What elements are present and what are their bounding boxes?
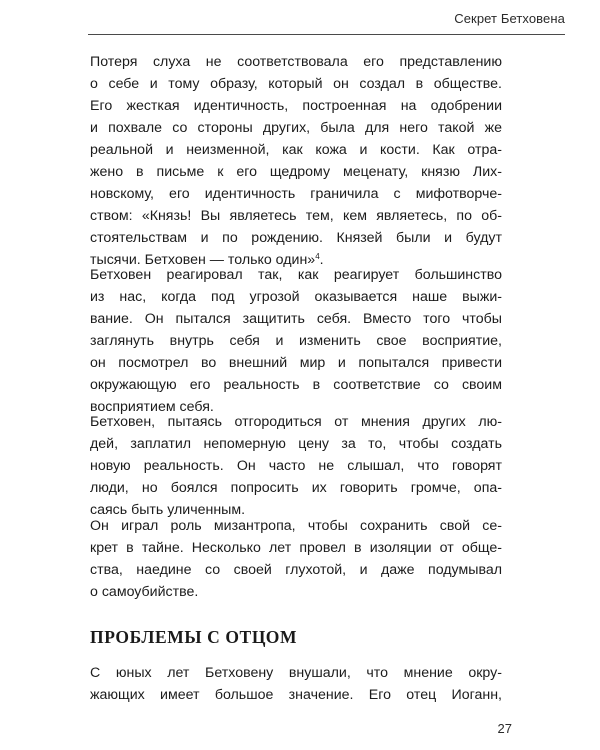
text-line: окружающую его реальность в соответствие со своим bbox=[90, 377, 502, 393]
text-line: Бетховен, пытаясь отгородиться от мнения других лю- bbox=[90, 414, 502, 430]
text-line: С юных лет Бетховену внушали, что мнение окру- bbox=[90, 665, 502, 681]
text-line: и похвале со стороны других, была для него такой же bbox=[90, 120, 502, 136]
text-line: он посмотрел во внешний мир и попытался привести bbox=[90, 355, 502, 371]
paragraph-3 bbox=[90, 411, 502, 521]
text-line: жающих имеет большое значение. Его отец Иоганн, bbox=[90, 687, 502, 703]
text-line: Его жесткая идентичность, построенная на одобрении bbox=[90, 98, 502, 114]
section-paragraph bbox=[90, 662, 502, 706]
text-line: тысячи. Бетховен — только один» bbox=[90, 252, 316, 268]
text-line: из нас, когда под угрозой оказывается наше выжи- bbox=[90, 289, 502, 305]
paragraph-2 bbox=[90, 264, 502, 418]
text-line: люди, но боялся попросить их говорить громче, опа- bbox=[90, 480, 502, 496]
page-number: 27 bbox=[497, 721, 512, 736]
text-line: вание. Он пытался защитить себя. Вместо того чтобы bbox=[90, 311, 502, 327]
paragraph-4 bbox=[90, 515, 502, 603]
text-line-with-footnote: тысячи. Бетховен — только один»$^4$. bbox=[90, 252, 324, 268]
text-line: Бетховен реагировал так, как реагирует большинство bbox=[90, 267, 502, 283]
paragraph-1 bbox=[90, 51, 502, 271]
text-line: ством: «Князь! Вы являетесь тем, кем являетесь, по об- bbox=[90, 208, 502, 224]
text-line: новую реальность. Он часто не слышал, что говорят bbox=[90, 458, 502, 474]
text-line: новскому, его идентичность граничила с мифотворче- bbox=[90, 186, 502, 202]
text-line: саясь быть уличенным. bbox=[90, 502, 246, 518]
text-line: восприятием себя. bbox=[90, 399, 214, 415]
footnote-marker: 4 bbox=[315, 252, 320, 261]
text-line: реальной и неизменной, как кожа и кости. Как отра- bbox=[90, 142, 502, 158]
text-line: Он играл роль мизантропа, чтобы сохранить свой се- bbox=[90, 518, 502, 534]
running-head-title: Секрет Бетховена bbox=[454, 11, 565, 26]
text-line: жено в письме к его щедрому меценату, князю Лих- bbox=[90, 164, 502, 180]
text-line: стоятельствам и по рождению. Князей были и будут bbox=[90, 230, 502, 246]
text-line: заглянуть внутрь себя и изменить свое восприятие, bbox=[90, 333, 502, 349]
text-line: о себе и тому образу, который он создал в обществе. bbox=[90, 76, 502, 92]
section-heading: ПРОБЛЕМЫ С ОТЦОМ bbox=[90, 627, 298, 647]
text-line: крет в тайне. Несколько лет провел в изоляции от обще- bbox=[90, 540, 502, 556]
text-line: ства, наедине со своей глухотой, и даже подумывал bbox=[90, 562, 502, 578]
text-line: о самоубийстве. bbox=[90, 584, 199, 600]
running-head bbox=[88, 0, 565, 35]
text-line: дей, заплатил непомерную цену за то, чтобы создать bbox=[90, 436, 502, 452]
text-line: Потеря слуха не соответствовала его представлению bbox=[90, 54, 502, 70]
